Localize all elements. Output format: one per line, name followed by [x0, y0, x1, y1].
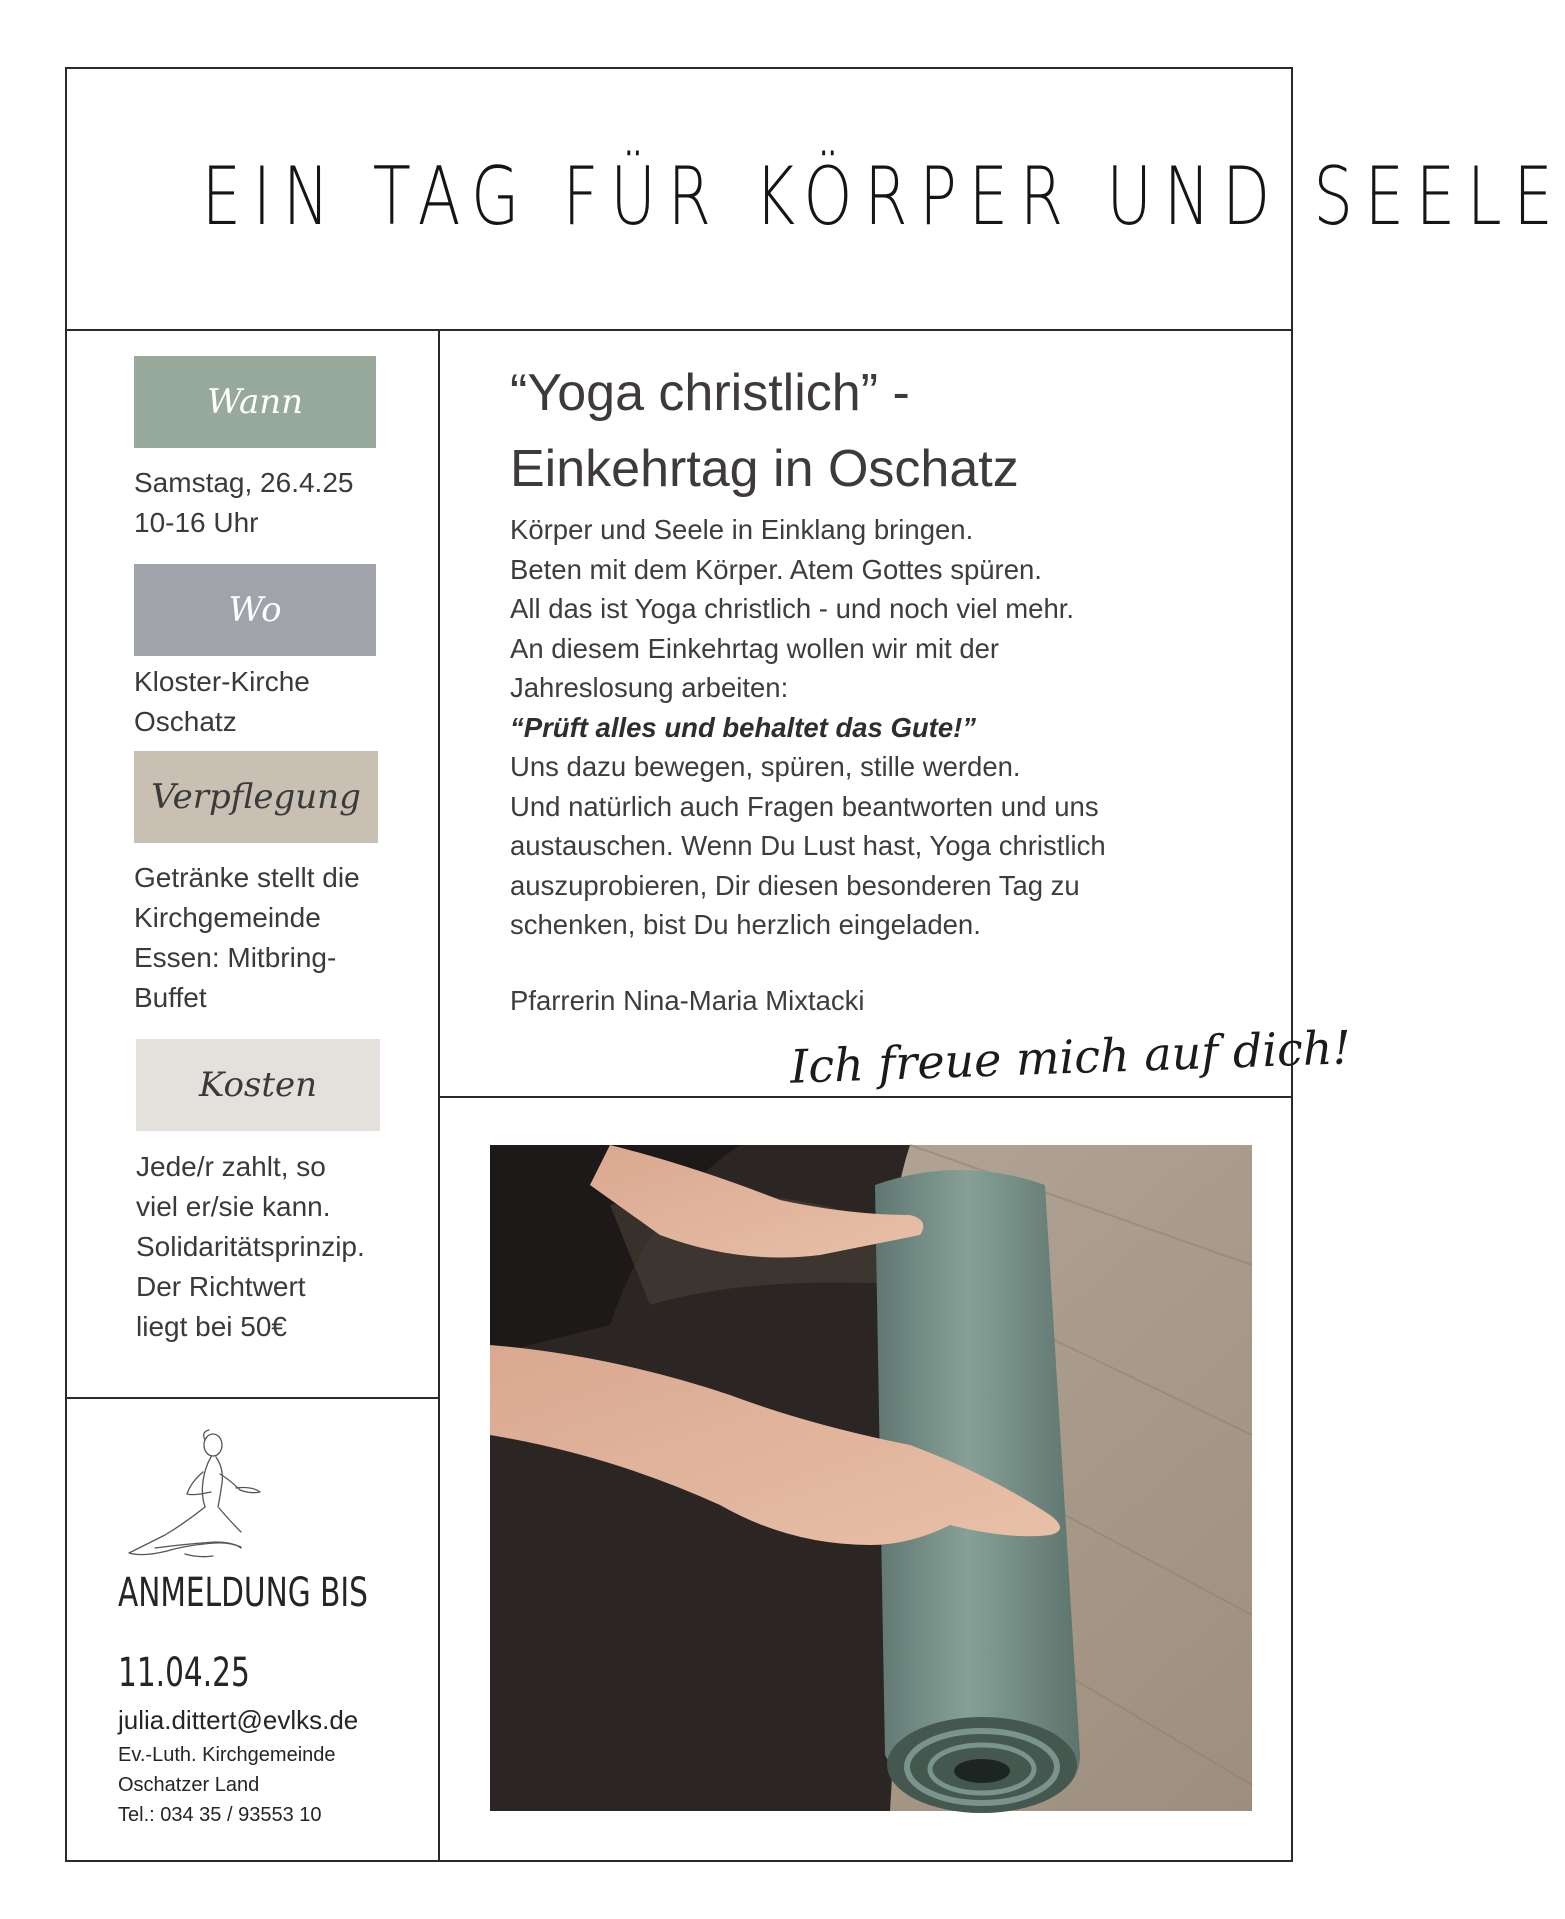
year-motto-quote: “Prüft alles und behaltet das Gute!”	[510, 711, 977, 743]
event-description	[510, 510, 1230, 945]
body-line: Körper und Seele in Einklang bringen.	[510, 514, 974, 545]
org-line2: Oschatzer Land	[118, 1774, 260, 1796]
body-line: austauschen. Wenn Du Lust hast, Yoga christlich	[510, 830, 1106, 861]
body-line: All das ist Yoga christlich - und noch viel mehr.	[510, 593, 1075, 624]
label-wann: Wann	[134, 356, 376, 448]
label-verpflegung: Verpflegung	[134, 751, 378, 843]
page-title: EIN TAG FÜR KÖRPER UND SEELE	[201, 150, 1565, 243]
label-wo: Wo	[134, 564, 376, 656]
body-line: auszuprobieren, Dir diesen besonderen Tag zu	[510, 869, 1080, 901]
contact-email: julia.dittert@evlks.de	[118, 1705, 359, 1735]
divider-left	[67, 1397, 439, 1399]
divider-right	[439, 1096, 1291, 1098]
label-kosten: Kosten	[136, 1039, 380, 1131]
yoga-mat-photo	[490, 1145, 1252, 1811]
info-kosten: Jede/r zahlt, so viel er/sie kann. Solidaritätsprinzip. Der Richtwert liegt bei 50€	[136, 1151, 365, 1342]
yoga-figure-icon	[115, 1430, 275, 1565]
registration-date: 11.04.25	[118, 1650, 250, 1696]
body-line: Uns dazu bewegen, spüren, stille werden.	[510, 751, 1021, 782]
info-verpflegung: Getränke stellt die Kirchgemeinde Essen: Mitbring- Buffet	[134, 862, 360, 1013]
event-title-line1: “Yoga christlich” -	[510, 364, 910, 422]
body-line: Beten mit dem Körper. Atem Gottes spüren.	[510, 553, 1042, 585]
org-line1: Ev.-Luth. Kirchgemeinde	[118, 1744, 336, 1766]
signature: Ich freue mich auf dich!	[789, 1020, 1352, 1094]
event-title-line2: Einkehrtag in Oschatz	[510, 440, 1019, 498]
registration-title: ANMELDUNG BIS	[118, 1570, 368, 1616]
event-title	[510, 355, 1019, 507]
body-line: schenken, bist Du herzlich eingeladen.	[510, 909, 981, 940]
info-wann: Samstag, 26.4.25 10-16 Uhr	[134, 467, 354, 538]
body-line: Und natürlich auch Fragen beantworten und uns	[510, 790, 1099, 822]
contact-phone: Tel.: 034 35 / 93553 10	[118, 1804, 322, 1826]
author-name: Pfarrerin Nina-Maria Mixtacki	[510, 985, 865, 1016]
body-line: An diesem Einkehrtag wollen wir mit der	[510, 632, 1000, 664]
body-line: Jahreslosung arbeiten:	[510, 672, 789, 703]
info-wo: Kloster-Kirche Oschatz	[134, 666, 310, 737]
divider-header	[67, 329, 1291, 331]
yoga-mat-illustration	[490, 1145, 1252, 1811]
